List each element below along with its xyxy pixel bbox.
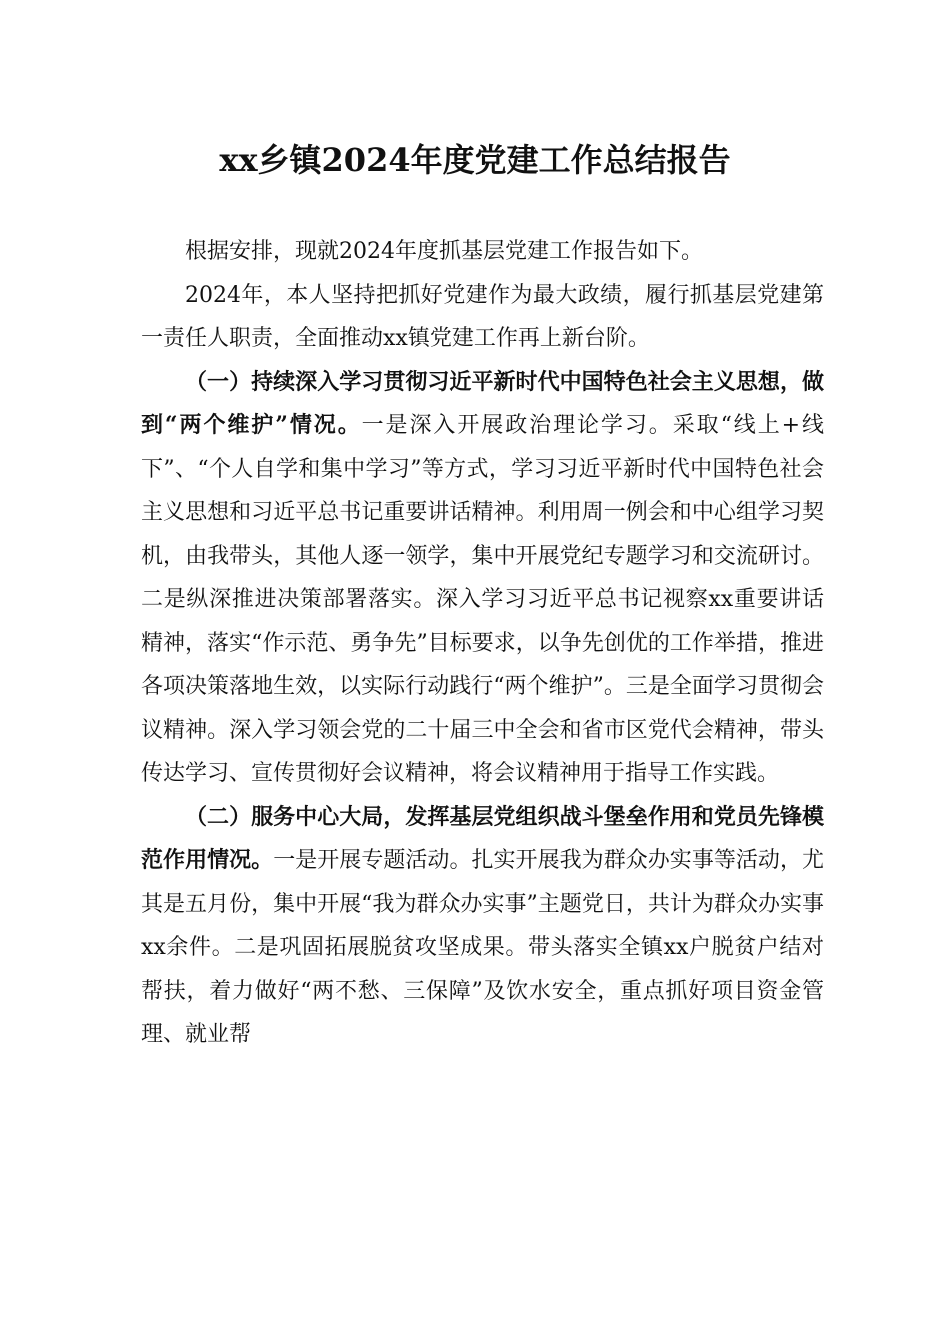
document-body <box>141 230 824 1057</box>
section-1-heading: （一）持续深入学习贯彻习近平新时代中国特色社会主义思想，做到“两个维护”情况。 <box>141 368 824 438</box>
intro-paragraph: 根据安排，现就2024年度抓基层党建工作报告如下。 <box>185 239 703 264</box>
section-2-heading: （二）服务中心大局，发挥基层党组织战斗堡垒作用和党员先锋模范作用情况。 <box>141 803 824 873</box>
section-1-text: 一是深入开展政治理论学习。采取“线上+线下”、“个人自学和集中学习”等方式，学习习近平新时代中国特色社会主义思想和习近平总书记重要讲话精神。利用周一例会和中心组学习契机，由我带头，其他人逐一领学，集中开展党纪专题学习和交流研讨。二是纵深推进决策部署落实。深入学习习近平总书记视察xx重要讲话精神，落实“作示范、勇争先”目标要求，以争先创优的工作举措，推进各项决策落地生效，以实际行动践行“两个维护”。三是全面学习贯彻会议精神。深入学习领会党的二十届三中全会和省市区党代会精神，带头传达学习、宣传贯彻好会议精神，将会议精神用于指导工作实践。 <box>141 413 824 786</box>
section-1-paragraph <box>141 361 824 796</box>
section-2-text: 一是开展专题活动。扎实开展我为群众办实事等活动，尤其是五月份，集中开展“我为群众办实事”主题党日，共计为群众办实事xx余件。二是巩固拓展脱贫攻坚成果。带头落实全镇xx户脱贫户结对帮扶，着力做好“两不愁、三保障”及饮水安全，重点抓好项目资金管理、就业帮 <box>141 848 824 1047</box>
section-2-paragraph <box>141 796 824 1057</box>
document-title: xx乡镇2024年度党建工作总结报告 <box>219 141 731 179</box>
summary-paragraph: 2024年，本人坚持把抓好党建作为最大政绩，履行抓基层党建第一责任人职责，全面推动xx镇党建工作再上新台阶。 <box>141 282 824 351</box>
